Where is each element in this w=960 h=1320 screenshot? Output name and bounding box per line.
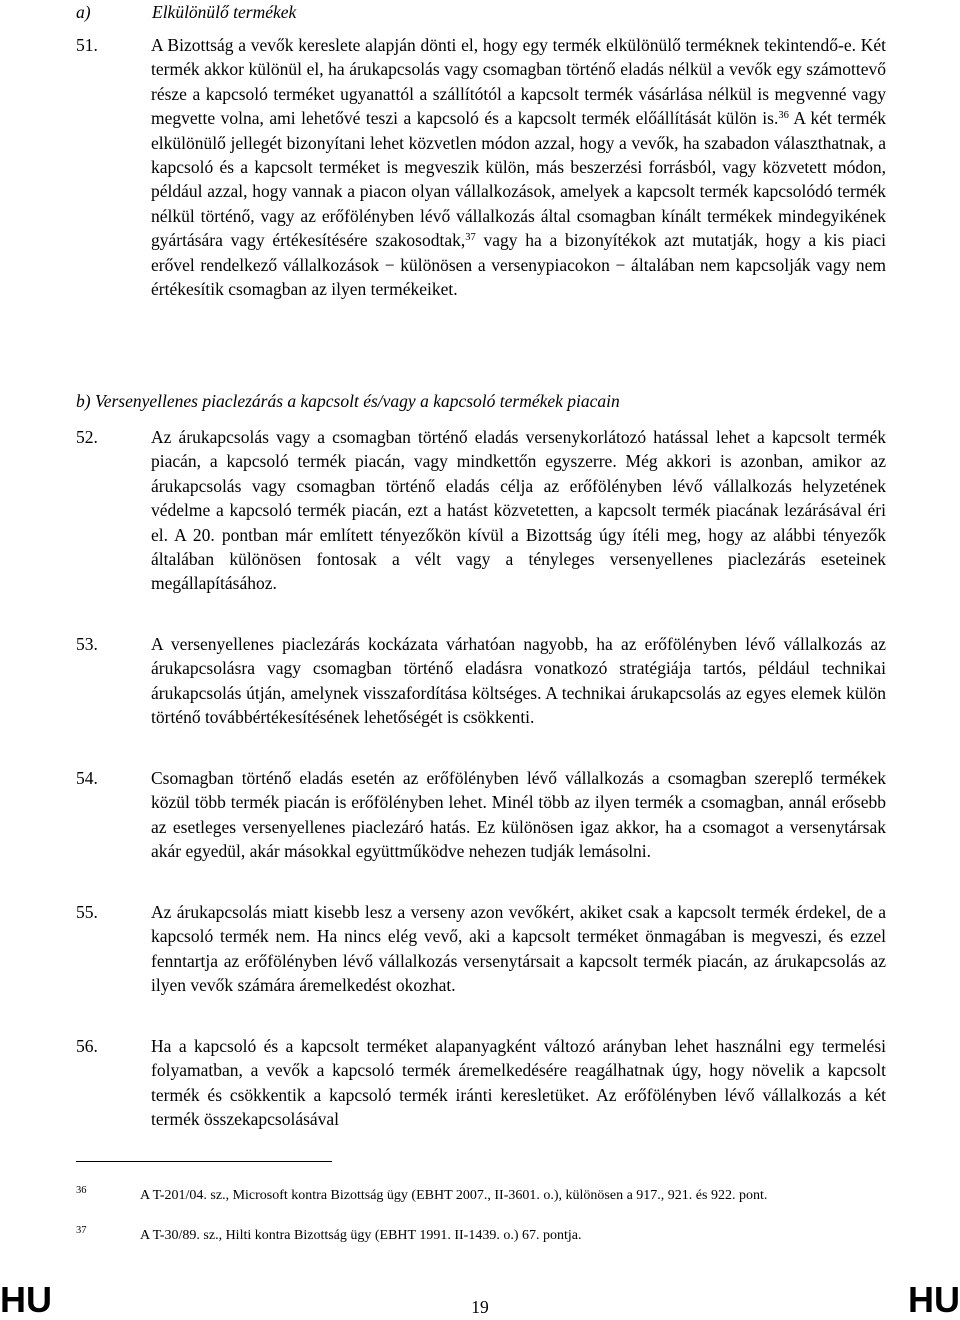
paragraph-54 (76, 766, 886, 864)
footnote-separator (76, 1161, 332, 1162)
footnote-text: A T-30/89. sz., Hilti kontra Bizottság ügy (EBHT 1991. II-1439. o.) 67. pontja. (140, 1228, 582, 1243)
language-code-right: HU (908, 1279, 960, 1320)
paragraph-number: 56. (76, 1036, 98, 1056)
footnote-number: 36 (76, 1185, 87, 1196)
page-number: 19 (471, 1297, 489, 1317)
paragraph-number: 55. (76, 902, 98, 922)
section-b-heading: b) Versenyellenes piaclezárás a kapcsolt és/vagy a kapcsoló termékek piacain (76, 391, 620, 411)
paragraph-53 (76, 632, 886, 730)
paragraph-51 (76, 33, 886, 301)
paragraph-52 (76, 425, 886, 596)
section-a-label: a) (76, 2, 91, 22)
footnote-36 (76, 1186, 886, 1205)
section-a-title: Elkülönülő termékek (152, 2, 297, 22)
footnote-ref-37[interactable]: 37 (465, 232, 476, 244)
footnote-number: 37 (76, 1225, 87, 1236)
paragraph-text: A versenyellenes piaclezárás kockázata várhatóan nagyobb, ha az erőfölényben lévő vállalkozás az árukapcsolásra vagy csomagban történő eladásra vonatkozó stratégiája tartós, például technikai árukapcsolás útján, amelynek visszafordítása költséges. A technikai árukapcsolás az egyes elemek külön történő továbbértékesítésének lehetőségét is csökkenti. (151, 634, 886, 728)
section-a-heading (76, 0, 296, 24)
footnote-ref-36[interactable]: 36 (778, 110, 789, 122)
paragraph-number: 53. (76, 634, 98, 654)
footnote-text: A T-201/04. sz., Microsoft kontra Bizottság ügy (EBHT 2007., II-3601. o.), különösen a 917., 921. és 922. pont. (140, 1188, 768, 1203)
paragraph-text: Csomagban történő eladás esetén az erőfölényben lévő vállalkozás a csomagban szereplő termékek közül több termék piacán is erőfölényben lehet. Minél több az ilyen termék a csomagban, annál erősebb az esetleges versenyellenes piaclezáró hatás. Ez különösen igaz akkor, ha a csomagot a versenytársak akár egyedül, akár másokkal együttműködve nehezen tudják lemásolni. (151, 768, 886, 862)
language-code-left: HU (0, 1279, 52, 1320)
paragraph-55 (76, 900, 886, 998)
paragraph-text: Az árukapcsolás miatt kisebb lesz a verseny azon vevőkért, akiket csak a kapcsolt termék érdekel, de a kapcsoló termék nem. Ha nincs elég vevő, aki a kapcsolt terméket önmagában is megveszi, és ezzel fenntartja az erőfölényben lévő vállalkozás versenytársait a kapcsolt termék piacán, az árukapcsolás az ilyen vevők számára áremelkedést okozhat. (151, 902, 886, 996)
paragraph-number: 52. (76, 427, 98, 447)
paragraph-number: 51. (76, 35, 98, 55)
footnote-37 (76, 1226, 886, 1245)
paragraph-56 (76, 1034, 886, 1132)
paragraph-number: 54. (76, 768, 98, 788)
paragraph-text (151, 33, 886, 301)
paragraph-text-part-1: A Bizottság a vevők kereslete alapján dönti el, hogy egy termék elkülönülő terméknek tekintendő-e. Két termék akkor különül el, ha árukapcsolás vagy csomagban történő eladás nélkül a vevők egy számottevő része a kapcsoló terméket ugyanattól a szállítótól a kapcsolt termék vásárlása nélkül is megvenné vagy megvette volna, ami lehetővé teszi a kapcsoló és a kapcsolt termék előállítását külön is. (151, 35, 886, 129)
paragraph-text: Az árukapcsolás vagy a csomagban történő eladás versenykorlátozó hatással lehet a kapcsolt termék piacán, a kapcsoló termék piacán, vagy mindkettőn egyszerre. Még akkori is azonban, amikor az árukapcsolás vagy csomagban történő eladás célja az erőfölényben lévő vállalkozás helyzetének védelme a kapcsoló termék piacán, ezt a hatást közvetetten, a kapcsolt termék piacának lezárásával éri el. A 20. pontban már említett tényezőkön kívül a Bizottság úgy ítéli meg, hogy az alábbi tényezők általában különösen fontosak a vélt vagy a tényleges versenyellenes piaclezárás eseteinek megállapításához. (151, 427, 886, 594)
paragraph-text: Ha a kapcsoló és a kapcsolt terméket alapanyagként változó arányban lehet használni egy termelési folyamatban, a vevők a kapcsoló termék áremelkedésére reagálhatnak úgy, hogy növelik a kapcsolt termék és csökkentik a kapcsoló termék iránti keresletüket. Az erőfölényben lévő vállalkozás a két termék összekapcsolásával (151, 1036, 886, 1130)
paragraph-text-part-3: vagy ha a bizonyítékok azt mutatják, hogy a kis piaci erővel rendelkező vállalkozások − különösen a versenypiacokon − általában nem kapcsolják vagy nem értékesítik csomagban az ilyen termékeiket. (151, 230, 886, 300)
paragraph-text-part-2: A két termék elkülönülő jellegét bizonyítani lehet közvetlen módon azzal, hogy a vevők, ha szabadon választhatnak, a kapcsoló és a kapcsolt terméket is megveszik külön, más beszerzési forrásból, vagy közvetett módon, például azzal, hogy vannak a piacon olyan vállalkozások, amelyek a kapcsolt termék kapcsolódó termék nélkül történő, vagy az erőfölényben lévő vállalkozás által csomagban kínált termékek mindegyikének gyártására vagy értékesítésére szakosodtak, (151, 108, 886, 251)
